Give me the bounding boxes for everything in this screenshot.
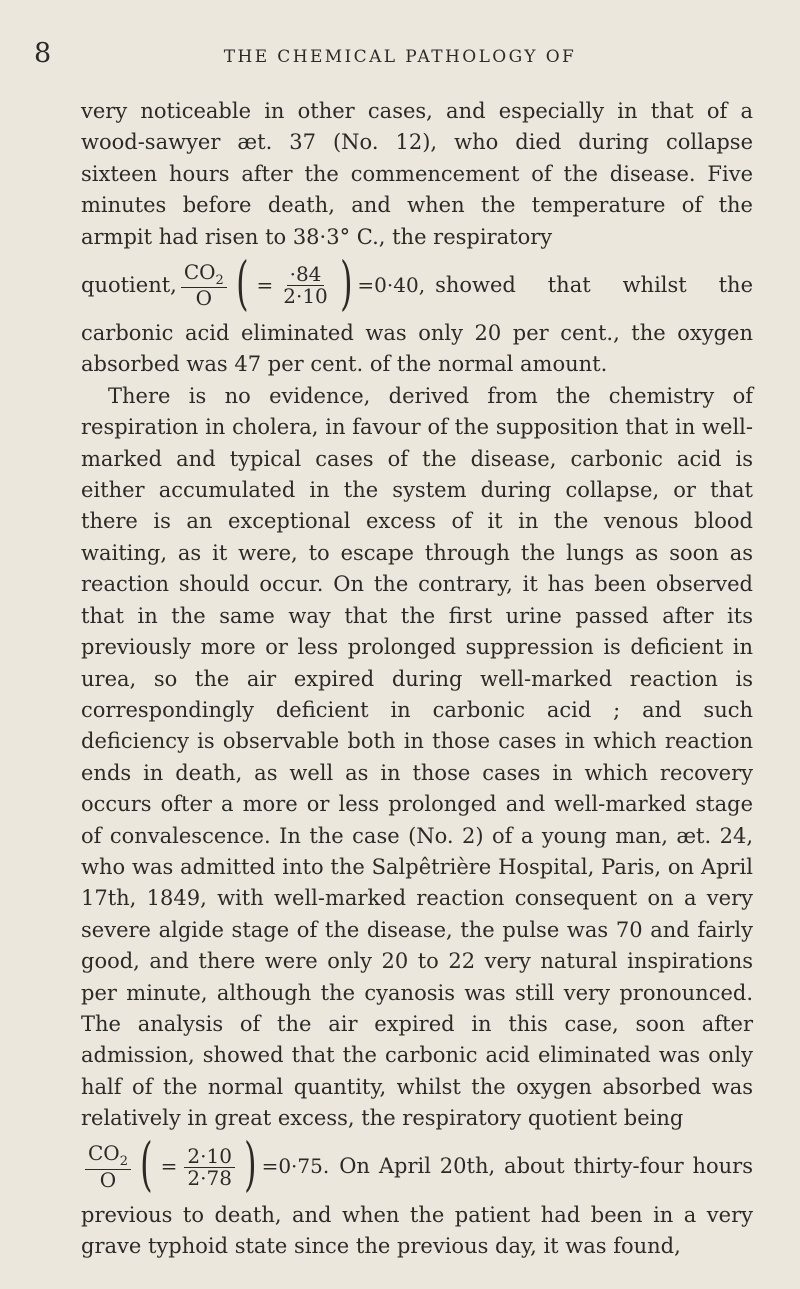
formula-2-inner-denominator: 2·78 — [187, 1165, 232, 1190]
formula-1-denominator: O — [195, 286, 213, 311]
paragraph-1-text-a: very noticeable in other cases, and especially in that of a wood-sawyer æt. 37 (No. 12), who died during collapse sixteen hours after the commencement of the disease. Five minutes before death, and when the temperature of the armpit had risen to 38·3° C., the respiratory — [81, 99, 753, 249]
paragraph-2-text-b: previous to death, and when the patient had been in a very grave typhoid state since the previous day, it was found, — [81, 1202, 753, 1258]
formula-line-2 — [81, 1130, 753, 1200]
formula-1-numerator: CO — [183, 259, 216, 284]
paragraph-1-text-b: carbonic acid eliminated was only 20 per cent., the oxygen absorbed was 47 per cent. of the normal amount. — [81, 321, 753, 377]
formula-1-result: =0·40, — [357, 272, 426, 297]
formula-2-numerator: CO — [88, 1141, 120, 1166]
formula-1-prefix: quotient, — [81, 272, 177, 297]
formula-2-inner-numerator: 2·10 — [184, 1146, 235, 1168]
page-number: 8 — [34, 38, 52, 69]
formula-1-inner-denominator: 2·10 — [283, 284, 328, 309]
formula-2-result: =0·75. — [261, 1154, 330, 1179]
formula-2-denominator: O — [99, 1167, 117, 1192]
formula-2-suffix: On April 20th, about thirty-four hours — [339, 1154, 753, 1179]
body-text — [81, 96, 753, 1262]
formula-line-1 — [81, 248, 753, 318]
respiratory-quotient-formula-2: $\frac{CO_2}{O}$ ( = $\frac{2\cdot 10}{2\cdot 78}$ ) =0·75. — [81, 1141, 329, 1193]
running-head: THE CHEMICAL PATHOLOGY OF — [223, 47, 577, 67]
formula-1-numerator-subscript: 2 — [215, 272, 224, 288]
formula-1-suffix: showed that whilst the — [435, 272, 753, 297]
respiratory-quotient-formula-1: $\frac{CO_2}{O}$ ( = $\frac{\cdot 84}{2\cdot 10}$ ) =0·40, — [177, 260, 425, 312]
paragraph-2-text-a: There is no evidence, derived from the chemistry of respiration in cholera, in favour of the supposition that in well-marked and typical cases of the disease, carbonic acid is either accumulated in the system during collapse, or that there is an exceptional excess of it in the venous blood waiting, as it were, to escape through the lungs as soon as reaction should occur. On the contrary, it has been observed that in the same way that the first urine passed after its previously more or less prolonged suppression is deficient in urea, so the air expired during well-marked reaction is correspondingly deficient in carbonic acid ; and such deficiency is observable both in those cases in which reaction ends in death, as well as in those cases in which recovery occurs ofter a more or less prolonged and well-marked stage of convalescence. In the case (No. 2) of a young man, æt. 24, who was admitted into the Salpêtrière Hospital, Paris, on April 17th, 1849, with well-marked reaction consequent on a very severe algide stage of the disease, the pulse was 70 and fairly good, and there were only 20 to 22 very natural inspirations per minute, although the cyanosis was still very pronounced. The analysis of the air expired in this case, soon after admission, showed that the carbonic acid eliminated was only half of the normal quantity, whilst the oxygen absorbed was relatively in great excess, the respiratory quotient being — [81, 383, 753, 1131]
formula-1-inner-numerator: ·84 — [287, 264, 325, 286]
formula-2-numerator-subscript: 2 — [119, 1154, 128, 1170]
